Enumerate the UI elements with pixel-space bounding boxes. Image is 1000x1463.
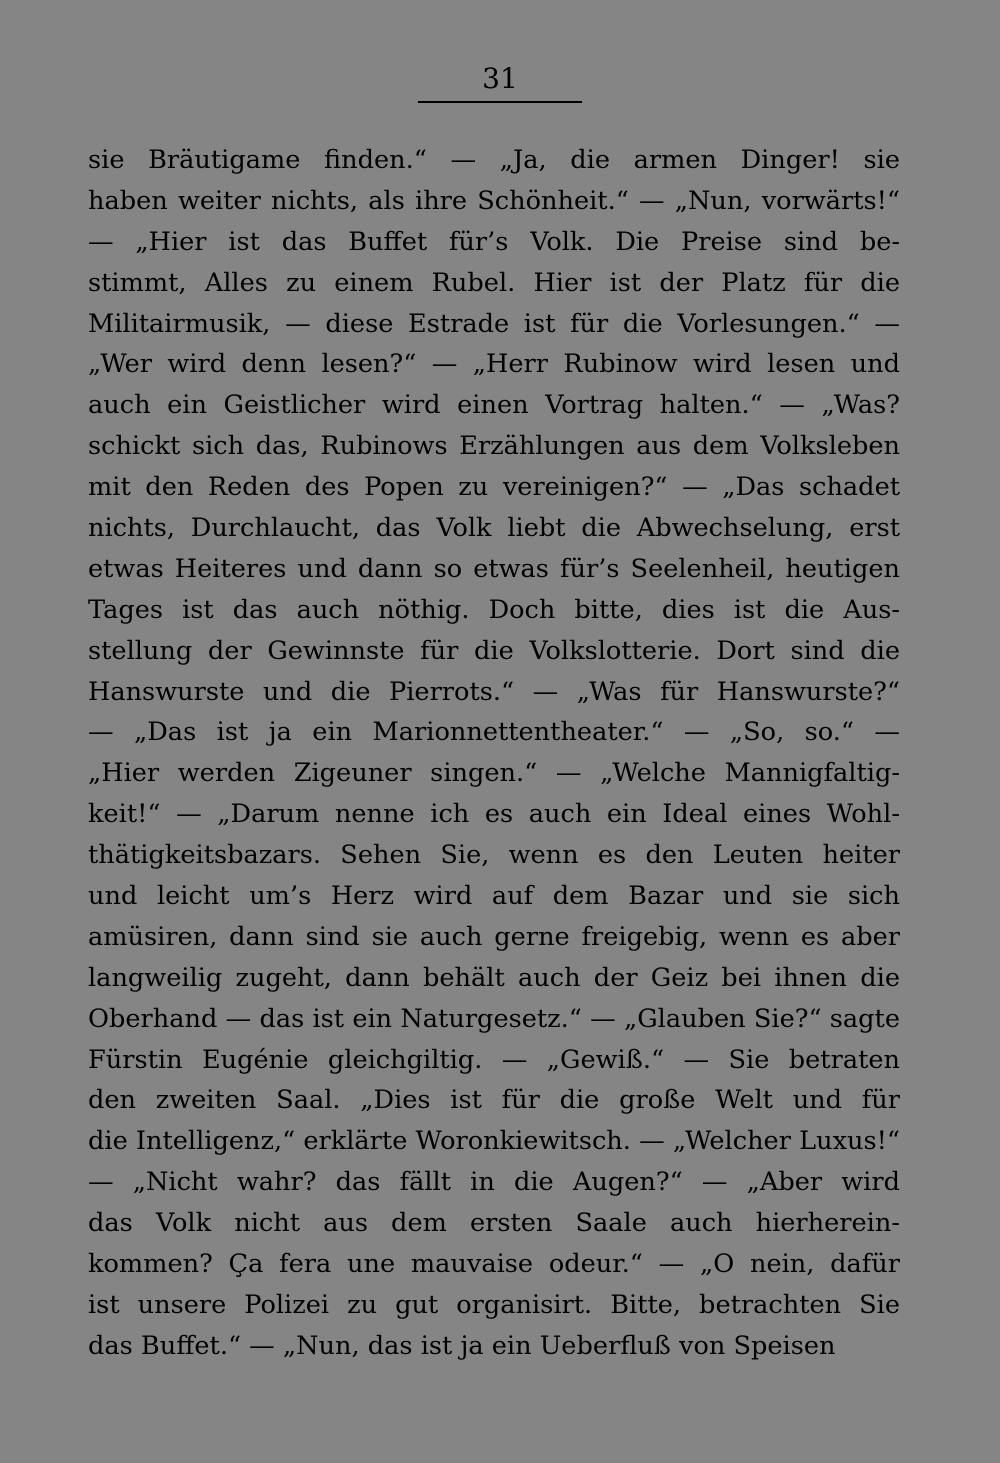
- text-line: nichts, Durchlaucht, das Volk liebt die Abwechselung, erst: [88, 513, 900, 544]
- text-line: mit den Reden des Popen zu vereinigen?“ — „Das schadet: [88, 472, 900, 503]
- body-text: [88, 140, 900, 1367]
- text-line: Fürstin Eugénie gleichgiltig. — „Gewiß.“ — Sie betraten: [88, 1044, 900, 1075]
- text-line: amüsiren, dann sind sie auch gerne freigebig, wenn es aber: [88, 921, 900, 952]
- text-line: stimmt, Alles zu einem Rubel. Hier ist der Platz für die: [88, 267, 900, 298]
- text-line: Oberhand — das ist ein Naturgesetz.“ — „Glauben Sie?“ sagte: [88, 1003, 900, 1034]
- text-line: thätigkeitsbazars. Sehen Sie, wenn es den Leuten heiter: [88, 840, 900, 871]
- text-line: „Wer wird denn lesen?“ — „Herr Rubinow wird lesen und: [88, 349, 900, 380]
- text-line: keit!“ — „Darum nenne ich es auch ein Ideal eines Wohl-: [88, 799, 900, 830]
- text-line: das Buffet.“ — „Nun, das ist ja ein Ueberfluß von Speisen: [88, 1330, 836, 1361]
- text-line: kommen? Ça fera une mauvaise odeur.“ — „O nein, dafür: [88, 1249, 900, 1280]
- text-line: Hanswurste und die Pierrots.“ — „Was für Hanswurste?“: [88, 676, 900, 707]
- text-line: den zweiten Saal. „Dies ist für die große Welt und für: [88, 1085, 900, 1116]
- text-line: stellung der Gewinnste für die Volkslotterie. Dort sind die: [88, 635, 900, 666]
- text-line: — „Nicht wahr? das fällt in die Augen?“ — „Aber wird: [88, 1167, 900, 1198]
- text-line: langweilig zugeht, dann behält auch der Geiz bei ihnen die: [88, 962, 900, 993]
- page-number: 31: [482, 62, 518, 95]
- text-line: — „Hier ist das Buffet für’s Volk. Die Preise sind be-: [88, 226, 900, 257]
- text-line: das Volk nicht aus dem ersten Saale auch hierherein-: [88, 1208, 900, 1239]
- header-rule: [418, 101, 582, 103]
- text-line: — „Das ist ja ein Marionnettentheater.“ — „So, so.“ —: [88, 717, 900, 748]
- text-line: Militairmusik, — diese Estrade ist für die Vorlesungen.“ —: [88, 308, 900, 339]
- text-line: haben weiter nichts, als ihre Schönheit.“ — „Nun, vorwärts!“: [88, 185, 900, 216]
- text-line: schickt sich das, Rubinows Erzählungen aus dem Volksleben: [88, 431, 900, 462]
- text-line: Tages ist das auch nöthig. Doch bitte, dies ist die Aus-: [88, 594, 900, 625]
- text-line: die Intelligenz,“ erklärte Woronkiewitsch. — „Welcher Luxus!“: [88, 1126, 900, 1157]
- text-line: sie Bräutigame finden.“ — „Ja, die armen Dinger! sie: [88, 145, 900, 175]
- text-line: etwas Heiteres und dann so etwas für’s Seelenheil, heutigen: [88, 553, 900, 584]
- text-line: „Hier werden Zigeuner singen.“ — „Welche Mannigfaltig-: [88, 758, 900, 789]
- text-line: und leicht um’s Herz wird auf dem Bazar und sie sich: [88, 881, 900, 912]
- text-line: ist unsere Polizei zu gut organisirt. Bitte, betrachten Sie: [88, 1289, 900, 1320]
- text-line: auch ein Geistlicher wird einen Vortrag halten.“ — „Was?: [88, 390, 900, 421]
